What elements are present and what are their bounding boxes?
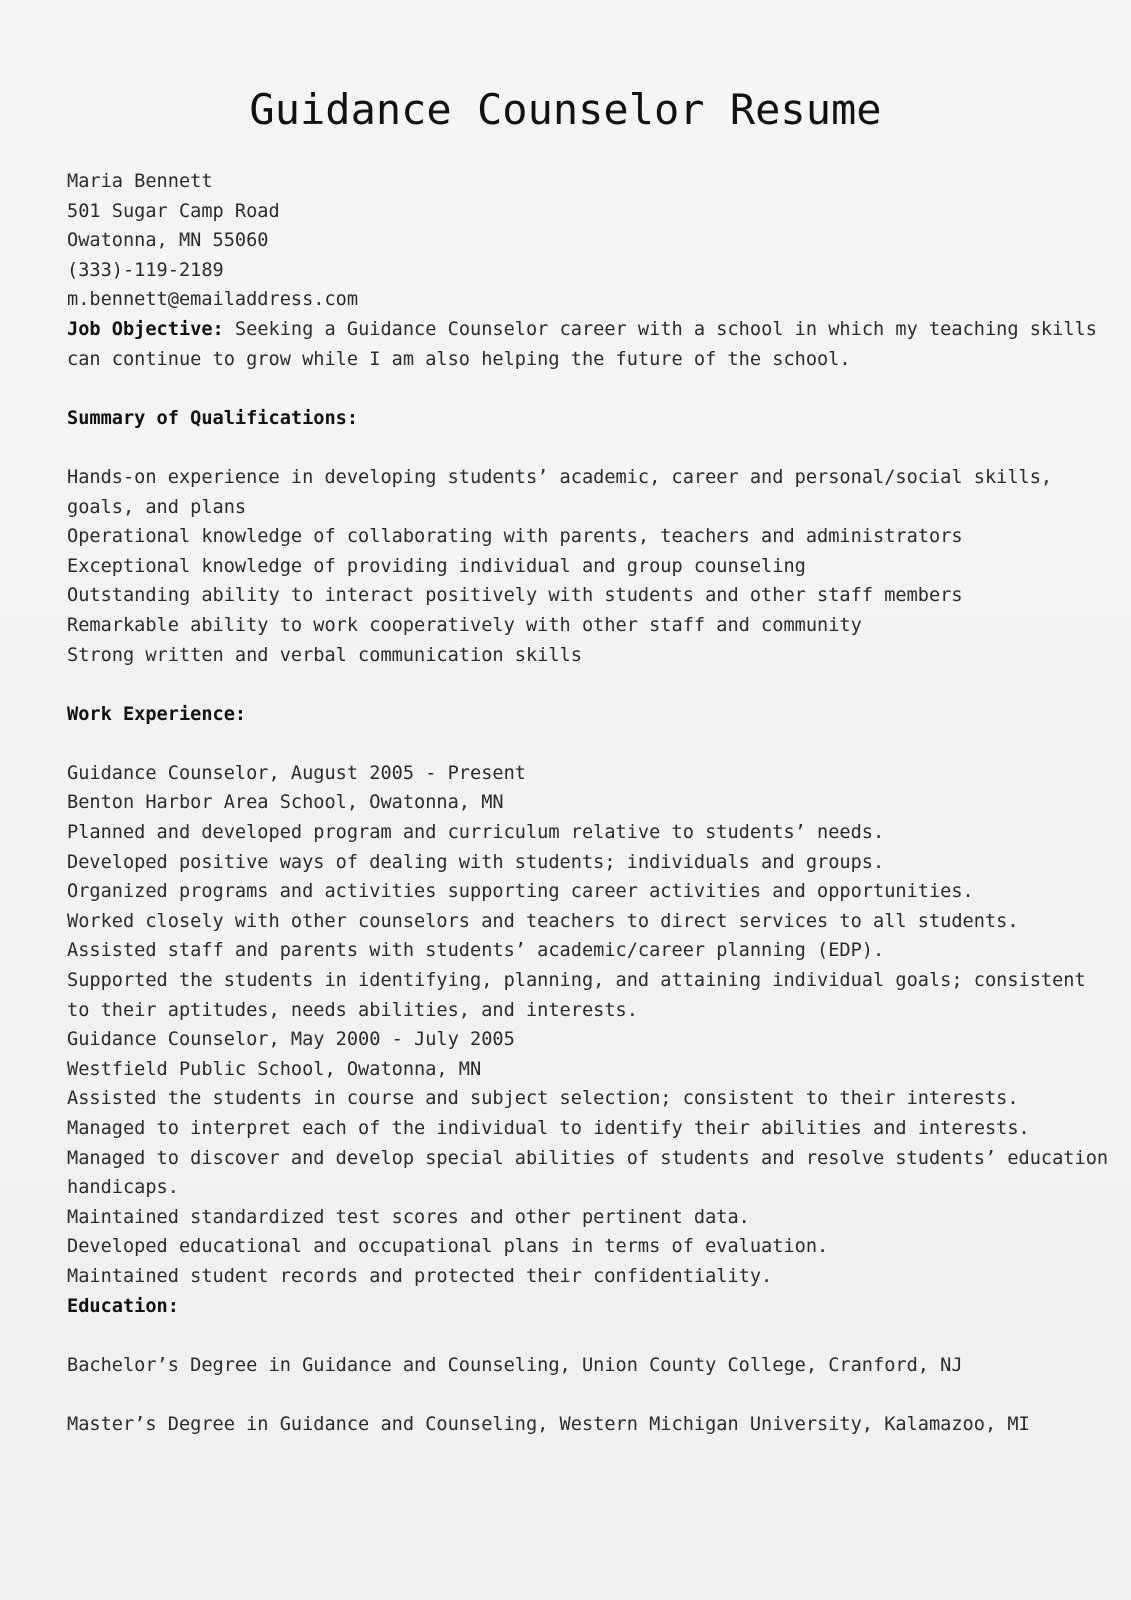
spacer xyxy=(67,374,1077,404)
objective-text-1: Seeking a Guidance Counselor career with a school in which my teaching skills xyxy=(223,318,1097,340)
experience-line: Maintained standardized test scores and other pertinent data. xyxy=(67,1206,750,1228)
experience-line: Managed to discover and develop special abilities of students and resolve students’ education xyxy=(67,1147,1109,1169)
contact-email: m.bennett@emailaddress.com xyxy=(67,289,359,311)
summary-item: goals, and plans xyxy=(67,496,247,518)
objective-line-2: can continue to grow while I am also helping the future of the school. xyxy=(67,348,851,370)
experience-line: handicaps. xyxy=(67,1177,179,1199)
experience-line: Westfield Public School, Owatonna, MN xyxy=(67,1058,482,1080)
spacer xyxy=(67,1380,1077,1410)
summary-item: Strong written and verbal communication skills xyxy=(67,644,582,666)
education-heading: Education: xyxy=(67,1295,179,1317)
education-degree-2: Master’s Degree in Guidance and Counseling, Western Michigan University, Kalamazoo, MI xyxy=(67,1413,1030,1435)
experience-line: Maintained student records and protected their confidentiality. xyxy=(67,1265,773,1287)
experience-line: Guidance Counselor, August 2005 - Present xyxy=(67,762,526,784)
experience-list xyxy=(67,759,1109,1292)
experience-line: Assisted staff and parents with students’ academic/career planning (EDP). xyxy=(67,940,885,962)
experience-line: Developed educational and occupational plans in terms of evaluation. xyxy=(67,1236,829,1258)
spacer xyxy=(67,433,1077,463)
summary-item: Remarkable ability to work cooperatively with other staff and community xyxy=(67,614,862,636)
contact-city: Owatonna, MN 55060 xyxy=(67,230,269,252)
experience-line: Supported the students in identifying, planning, and attaining individual goals; consistent xyxy=(67,970,1086,992)
summary-item: Hands-on experience in developing students’ academic, career and personal/social skills, xyxy=(67,466,1053,488)
experience-line: Managed to interpret each of the individual to identify their abilities and interests. xyxy=(67,1118,1030,1139)
resume-body xyxy=(67,167,1109,1440)
summary-item: Outstanding ability to interact positively with students and other staff members xyxy=(67,585,963,607)
spacer xyxy=(67,729,1077,759)
summary-item: Exceptional knowledge of providing individual and group counseling xyxy=(67,555,806,577)
experience-line: Benton Harbor Area School, Owatonna, MN xyxy=(67,792,504,814)
objective-label: Job Objective: xyxy=(67,318,224,340)
spacer xyxy=(67,1321,1077,1351)
experience-line: Developed positive ways of dealing with students; individuals and groups. xyxy=(67,851,885,873)
experience-line: to their aptitudes, needs abilities, and interests. xyxy=(67,999,638,1021)
experience-line: Assisted the students in course and subject selection; consistent to their interests. xyxy=(67,1088,1019,1110)
experience-line: Organized programs and activities supporting career activities and opportunities. xyxy=(67,881,974,903)
summary-item: Operational knowledge of collaborating with parents, teachers and administrators xyxy=(67,526,963,548)
education-degree-1: Bachelor’s Degree in Guidance and Counseling, Union County College, Cranford, NJ xyxy=(67,1354,963,1376)
experience-heading: Work Experience: xyxy=(67,703,247,725)
page-title: Guidance Counselor Resume xyxy=(249,85,882,134)
experience-line: Guidance Counselor, May 2000 - July 2005 xyxy=(67,1029,515,1051)
summary-list xyxy=(67,463,1077,670)
contact-address: 501 Sugar Camp Road xyxy=(67,200,280,222)
experience-line: Planned and developed program and curriculum relative to students’ needs. xyxy=(67,822,885,844)
objective-line-1 xyxy=(67,315,1097,345)
contact-phone: (333)-119-2189 xyxy=(67,259,224,281)
experience-line: Worked closely with other counselors and teachers to direct services to all students. xyxy=(67,910,1019,932)
summary-heading: Summary of Qualifications: xyxy=(67,407,359,429)
spacer xyxy=(67,670,1077,700)
contact-name: Maria Bennett xyxy=(67,171,213,192)
